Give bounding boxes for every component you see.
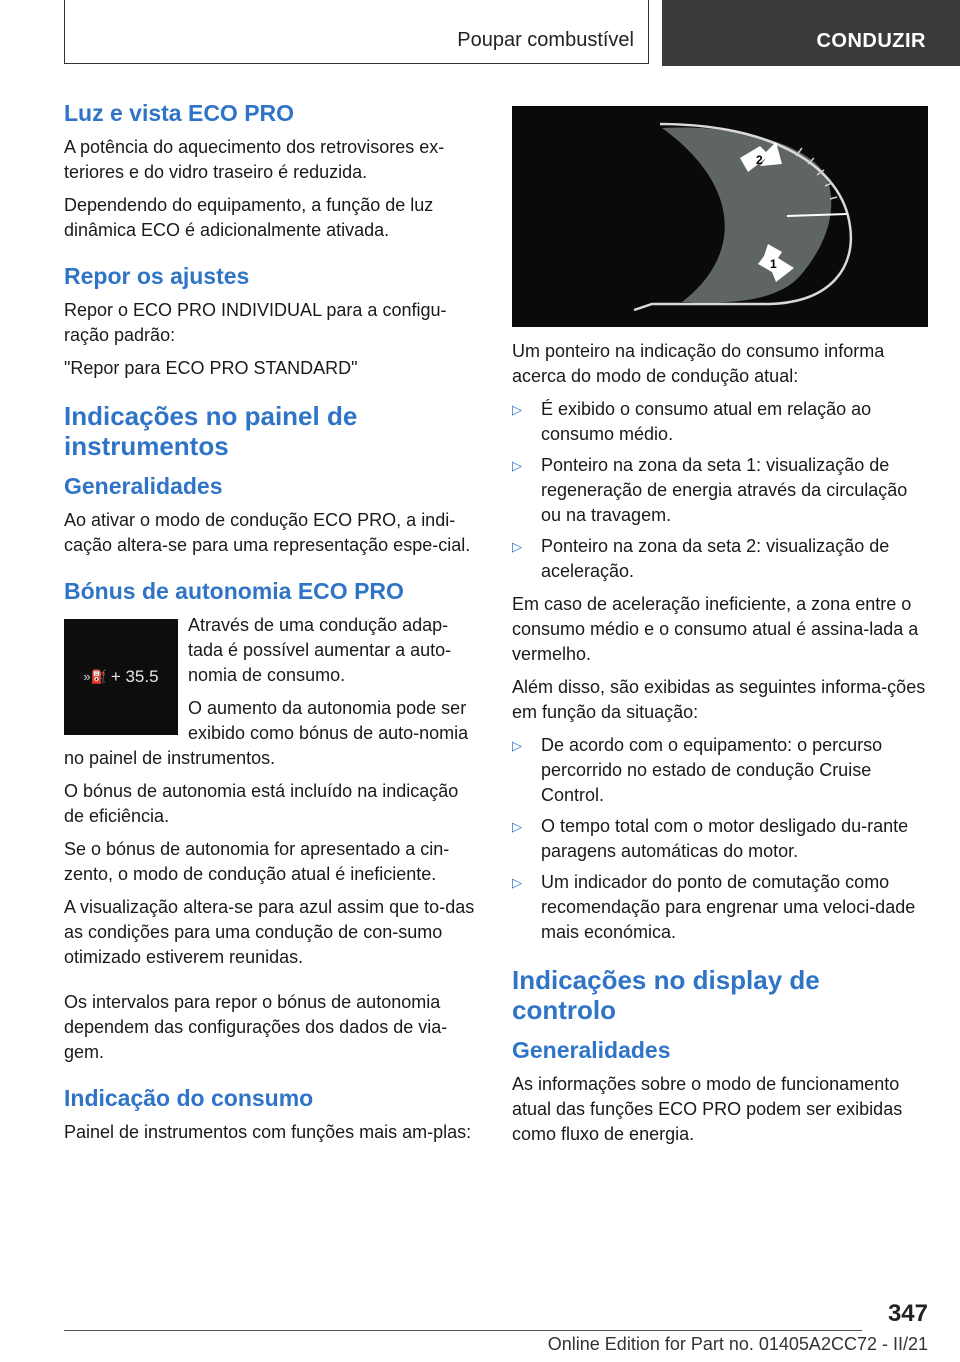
list-item: ▷ É exibido o consumo atual em relação ao consumo médio. [512,399,872,444]
paragraph: Repor o ECO PRO INDIVIDUAL para a configu-ração padrão: [64,300,447,345]
heading-indicacao-consumo: Indicação do consumo [64,1085,314,1111]
header-chapter-title: CONDUZIR [816,30,926,52]
heading-bonus-autonomia: Bónus de autonomia ECO PRO [64,578,404,604]
bonus-display-image [64,619,178,735]
left-column [64,100,482,1153]
heading-repor-ajustes: Repor os ajustes [64,263,250,289]
bullet-list-1 [512,397,930,584]
paragraph: Os intervalos para repor o bónus de autonomia dependem das configurações dos dados de via-gem. [64,992,448,1062]
arrow-1-label: 1 [770,257,777,271]
bonus-display-value: + 35.5 [110,667,159,686]
bullet-triangle-icon: ▷ [512,875,522,890]
paragraph: "Repor para ECO PRO STANDARD" [64,358,358,378]
heading-indicacoes-painel: Indicações no painel de instrumentos [64,401,358,461]
list-item: ▷ Ponteiro na zona da seta 1: visualização de regeneração de energia através da circulação ou na travagem. [512,455,908,525]
paragraph: Dependendo do equipamento, a função de luz dinâmica ECO é adicionalmente ativada. [64,195,434,240]
footer-divider [64,1330,862,1331]
paragraph: As informações sobre o modo de funcionamento atual das funções ECO PRO podem ser exibidas como fluxo de energia. [512,1074,903,1144]
paragraph: O aumento da autonomia pode ser exibido como bónus de auto-nomia no painel de instrumentos. [64,698,469,768]
bullet-triangle-icon: ▷ [512,458,522,473]
paragraph: A potência do aquecimento dos retrovisores ex-teriores e do vidro traseiro é reduzida. [64,137,445,182]
header-chapter-box [662,0,960,66]
paragraph: Através de uma condução adap-tada é possível aumentar a auto-nomia de consumo. [188,615,452,685]
list-item: ▷ De acordo com o equipamento: o percurso percorrido no estado de condução Cruise Control. [512,735,883,805]
list-item: ▷ Ponteiro na zona da seta 2: visualização de aceleração. [512,536,890,581]
bullet-list-2 [512,733,930,945]
paragraph: Painel de instrumentos com funções mais am-plas: [64,1122,472,1142]
list-item: ▷ O tempo total com o motor desligado du-rante paragens automáticas do motor. [512,816,909,861]
consumption-gauge-image [512,106,928,327]
arrow-2-label: 2 [756,153,763,167]
paragraph: Além disso, são exibidas as seguintes informa-ções em função da situação: [512,677,926,722]
right-column [512,100,930,1155]
bullet-triangle-icon: ▷ [512,539,522,554]
heading-luz-vista: Luz e vista ECO PRO [64,100,295,126]
list-item: ▷ Um indicador do ponto de comutação como recomendação para engrenar uma veloci-dade mais económica. [512,872,916,942]
fuel-arrows-icon: »⛽ [83,669,107,684]
consumption-gauge-graphic [512,106,928,327]
subheading-generalidades: Generalidades [64,473,223,499]
page-number: 347 [887,1300,928,1327]
paragraph: Um ponteiro na indicação do consumo informa acerca do modo de condução atual: [512,341,885,386]
bullet-triangle-icon: ▷ [512,402,522,417]
paragraph: Se o bónus de autonomia for apresentado a cin-zento, o modo de condução atual é ineficiente. [64,839,450,884]
subheading-generalidades-2: Generalidades [512,1037,671,1063]
paragraph: A visualização altera-se para azul assim que to-das as condições para uma condução de con-sumo otimizado estiverem reunidas. [64,897,475,967]
page-header [0,0,960,66]
paragraph: Ao ativar o modo de condução ECO PRO, a indi-cação altera-se para uma representação espe-cial. [64,510,471,555]
header-section-title: Poupar combustível [457,29,634,51]
heading-indicacoes-display: Indicações no display de controlo [512,965,820,1025]
footer-edition: Online Edition for Part no. 01405A2CC72 - II/21 [547,1334,928,1354]
paragraph: O bónus de autonomia está incluído na indicação de eficiência. [64,781,459,826]
paragraph: Em caso de aceleração ineficiente, a zona entre o consumo médio e o consumo atual é assina-lada a vermelho. [512,594,919,664]
bullet-triangle-icon: ▷ [512,738,522,753]
bonus-section [64,613,482,771]
header-section-box [64,0,649,64]
bullet-triangle-icon: ▷ [512,819,522,834]
